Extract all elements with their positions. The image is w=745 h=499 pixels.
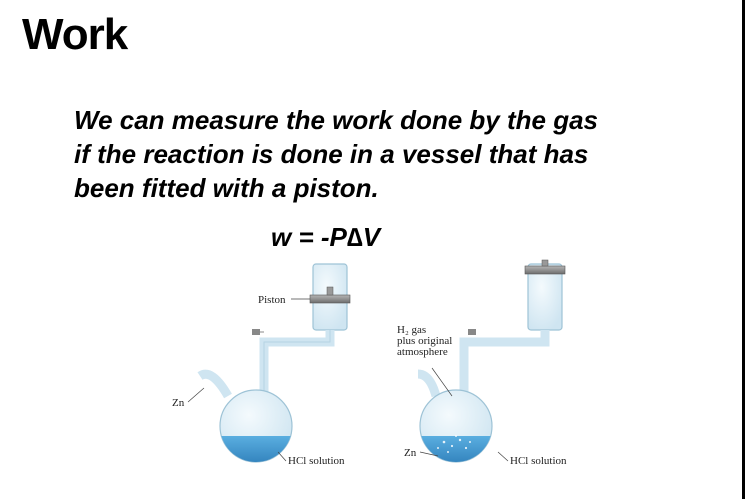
gas-label-line-1: H₂ gas: [397, 324, 427, 336]
right-hcl-label: HCl solution: [510, 455, 567, 467]
gas-label-line-3: atmosphere: [397, 346, 448, 358]
right-piston: [525, 266, 565, 274]
right-tube: [464, 330, 545, 396]
body-line-1: We can measure the work done by the gas: [74, 105, 599, 135]
left-side-arm: [200, 374, 228, 396]
body-line-2: if the reaction is done in a vessel that has: [74, 139, 589, 169]
right-piston-rod: [542, 260, 548, 266]
right-side-arm: [418, 374, 436, 396]
work-formula: w = -P∆V: [271, 222, 381, 252]
left-piston: [310, 295, 350, 303]
right-apparatus: [397, 260, 567, 467]
slide-title: Work: [22, 10, 128, 59]
left-tube: [264, 330, 330, 396]
piston-flask-diagram: [160, 256, 590, 481]
left-piston-rod: [327, 287, 333, 295]
right-zn-label: Zn: [404, 447, 417, 459]
left-liquid: [220, 436, 292, 466]
gas-label-line-2: plus original: [397, 335, 453, 347]
body-line-3: been fitted with a piston.: [74, 173, 379, 203]
right-stopcock: [468, 329, 476, 335]
piston-label: Piston: [258, 294, 286, 306]
slide-body: [74, 103, 674, 205]
left-apparatus: [172, 264, 350, 467]
left-hcl-label: HCl solution: [288, 455, 345, 467]
right-liquid: [420, 436, 492, 466]
left-zn-label: Zn: [172, 397, 185, 409]
left-stopcock: [252, 329, 260, 335]
